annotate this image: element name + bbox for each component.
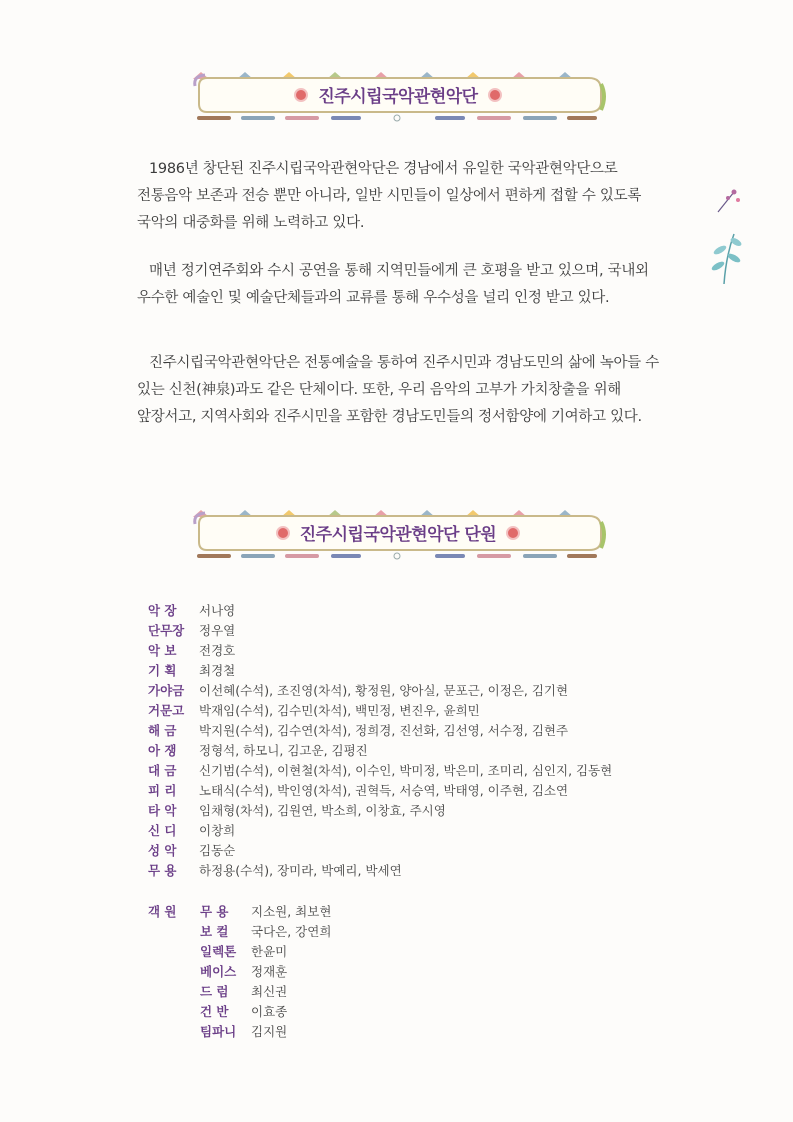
section-label: 보 컬	[200, 924, 229, 939]
member-names: 최경철	[199, 663, 236, 678]
section-banner-intro	[187, 66, 609, 126]
intro-paragraph-3: 진주시립국악관현악단은 전통예술을 통하여 진주시민과 경남도민의 삶에 녹아들 수 있는 신천(神泉)과도 같은 단체이다. 또한, 우리 음악의 고부가 가치창출을 위해 앞장서고, 지역사회와 진주시민을 포함한 경남도민들의 정서함양에 기여하고 있다.	[137, 355, 659, 425]
member-names: 서나영	[199, 603, 236, 618]
guest-member-list	[200, 902, 331, 1042]
member-names: 신기범(수석), 이현철(차석), 이수인, 박미정, 박은미, 조미리, 심인지, 김동현	[199, 763, 613, 778]
member-names: 김동순	[199, 843, 236, 858]
section-label: 무 용	[148, 863, 177, 878]
member-names: 이선혜(수석), 조진영(차석), 황정원, 양아실, 문포근, 이정은, 김기현	[199, 683, 569, 698]
guest-row	[200, 902, 331, 922]
leaf-sprig-icon	[704, 186, 748, 286]
intro-paragraph-1: 1986년 창단된 진주시립국악관현악단은 경남에서 유일한 국악관현악단으로 전통음악 보존과 전승 뿐만 아니라, 일반 시민들이 일상에서 편하게 접할 수 있도록 국악의 대중화를 위해 노력하고 있다.	[137, 161, 642, 231]
section-label: 단무장	[148, 623, 185, 638]
section-label: 성 악	[148, 843, 177, 858]
section-label: 악 장	[148, 603, 177, 618]
member-row	[148, 601, 612, 621]
member-row	[148, 681, 612, 701]
section-label: 무 용	[200, 904, 229, 919]
intro-paragraph-2: 매년 정기연주회와 수시 공연을 통해 지역민들에게 큰 호평을 받고 있으며, 국내외 우수한 예술인 및 예술단체들과의 교류를 통해 우수성을 널리 인정 받고 있다.	[137, 263, 649, 306]
guest-row	[200, 982, 331, 1002]
section-label: 드 럼	[200, 984, 229, 999]
member-names: 최신권	[251, 984, 288, 999]
guest-heading: 객 원	[148, 904, 177, 919]
member-row	[148, 761, 612, 781]
member-names: 이효종	[251, 1004, 288, 1019]
guest-row	[200, 1022, 331, 1042]
member-row	[148, 861, 612, 881]
member-roster	[148, 601, 612, 881]
guest-row	[200, 1002, 331, 1022]
flower-icon	[294, 88, 308, 102]
section-label: 기 획	[148, 663, 177, 678]
guest-row	[200, 942, 331, 962]
section-label: 타 악	[148, 803, 177, 818]
section-label: 신 디	[148, 823, 177, 838]
member-names: 정우열	[199, 623, 236, 638]
member-names: 정재훈	[251, 964, 288, 979]
section-label: 해 금	[148, 723, 177, 738]
banner-title: 진주시립국악관현악단	[187, 82, 609, 107]
section-label: 악 보	[148, 643, 177, 658]
section-label: 베이스	[200, 964, 237, 979]
guest-row	[200, 962, 331, 982]
member-row	[148, 621, 612, 641]
flower-icon	[506, 526, 520, 540]
member-row	[148, 801, 612, 821]
member-row	[148, 721, 612, 741]
flower-icon	[276, 526, 290, 540]
member-names: 정형석, 하모니, 김고운, 김평진	[199, 743, 368, 758]
section-label: 대 금	[148, 763, 177, 778]
member-row	[148, 741, 612, 761]
member-names: 한윤미	[251, 944, 288, 959]
member-names: 지소원, 최보현	[251, 904, 332, 919]
section-label: 건 반	[200, 1004, 229, 1019]
member-names: 김지원	[251, 1024, 288, 1039]
member-names: 이창희	[199, 823, 236, 838]
member-row	[148, 821, 612, 841]
section-label: 아 쟁	[148, 743, 177, 758]
member-row	[148, 641, 612, 661]
section-label: 일렉톤	[200, 944, 237, 959]
flower-icon	[488, 88, 502, 102]
member-row	[148, 701, 612, 721]
member-names: 박지원(수석), 김수연(차석), 정희경, 진선화, 김선영, 서수정, 김현주	[199, 723, 569, 738]
section-label: 팀파니	[200, 1024, 237, 1039]
member-names: 국다은, 강연희	[251, 924, 332, 939]
member-row	[148, 841, 612, 861]
section-banner-members	[187, 504, 609, 564]
member-row	[148, 781, 612, 801]
section-label: 가야금	[148, 683, 185, 698]
guest-row	[200, 922, 331, 942]
section-label: 거문고	[148, 703, 185, 718]
member-names: 임채형(차석), 김원연, 박소희, 이창효, 주시영	[199, 803, 446, 818]
section-label: 피 리	[148, 783, 177, 798]
member-names: 하정용(수석), 장미라, 박예리, 박세연	[199, 863, 402, 878]
banner-title: 진주시립국악관현악단 단원	[187, 520, 609, 545]
member-names: 노태식(수석), 박인영(차석), 권혁득, 서승역, 박태영, 이주현, 김소연	[199, 783, 569, 798]
member-names: 전경호	[199, 643, 236, 658]
member-row	[148, 661, 612, 681]
member-names: 박재임(수석), 김수민(차석), 백민정, 변진우, 윤희민	[199, 703, 480, 718]
